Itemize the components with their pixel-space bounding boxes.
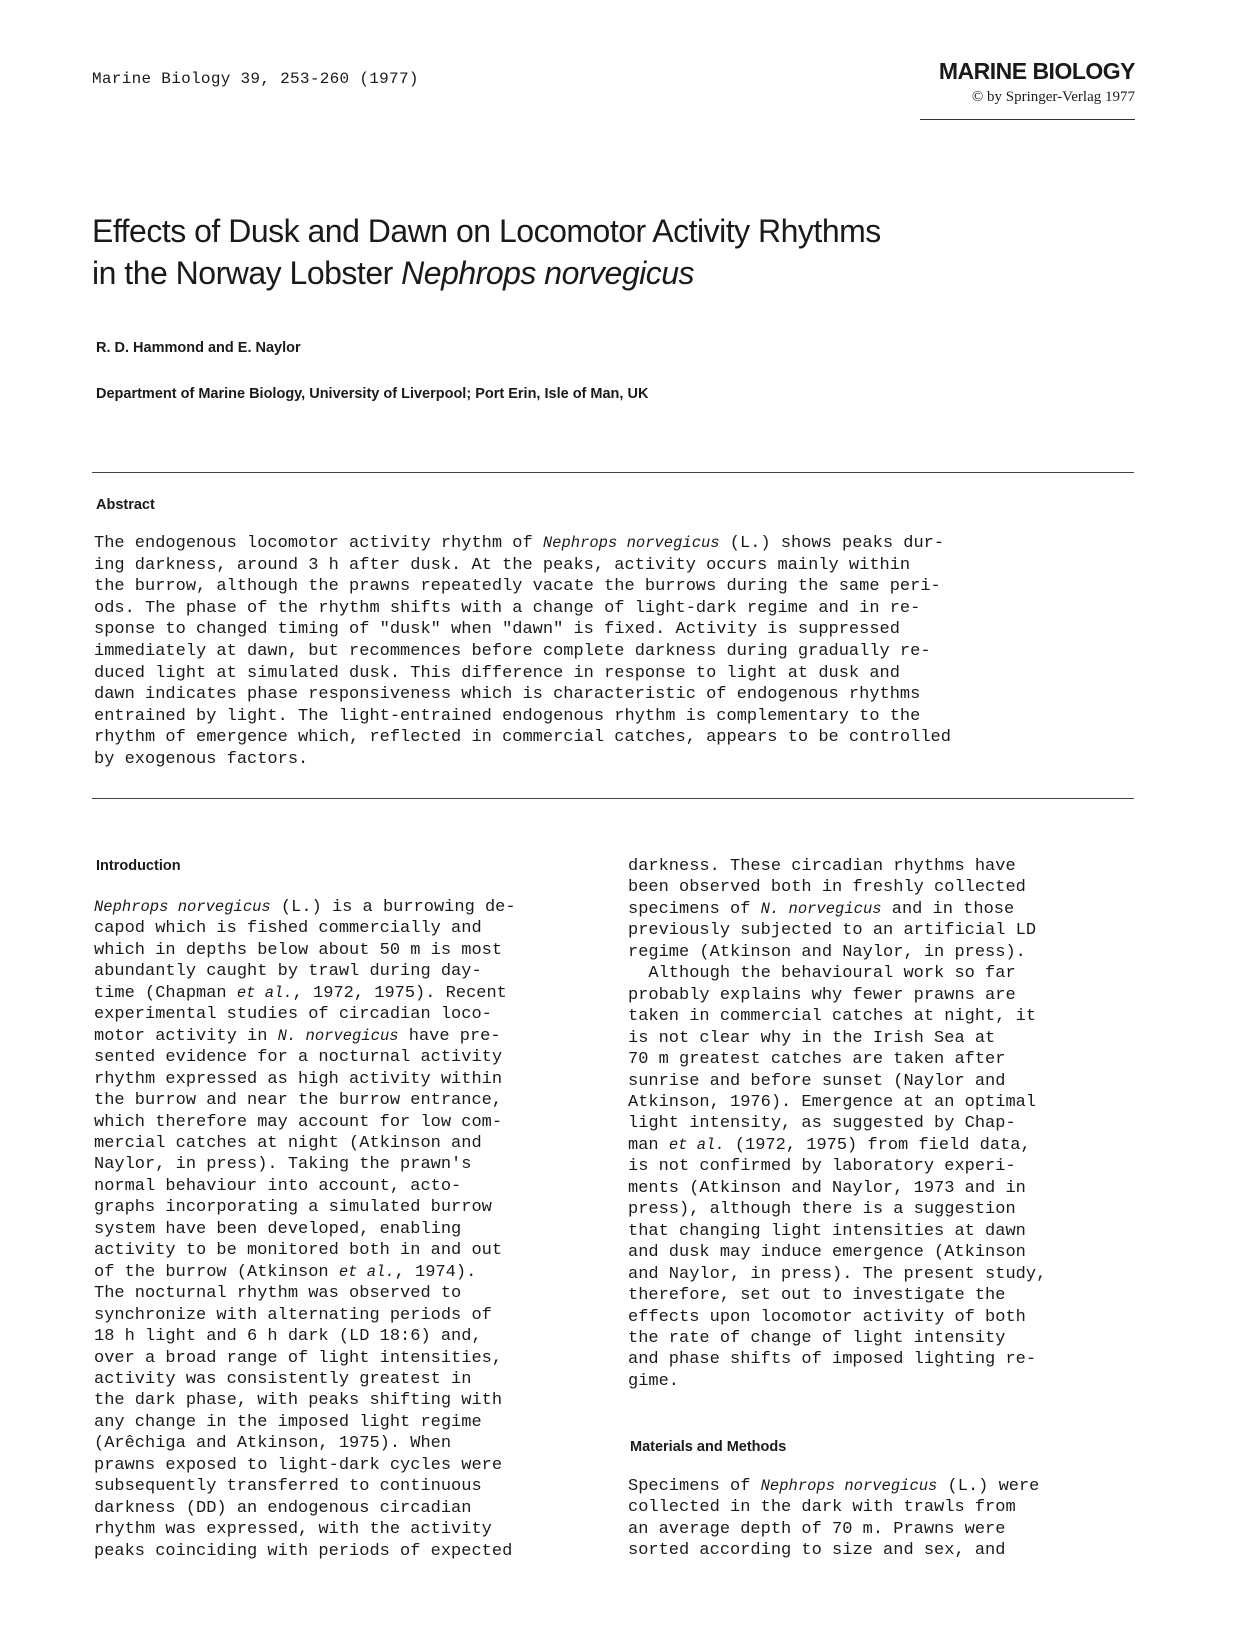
masthead-divider [920, 119, 1135, 120]
species-name: Nephrops norvegicus [94, 898, 271, 916]
abstract-text-part: The endogenous locomotor activity rhythm of [94, 534, 543, 553]
copyright: © by Springer-Verlag 1977 [971, 89, 1135, 105]
et-al: et al. [236, 983, 293, 1002]
body-text: capod which is fished commercially and which in depths below about 50 m is most abundantly caught by trawl during day- time (Chapman [94, 919, 503, 1003]
abstract-species: Nephrops norvegicus [542, 534, 720, 552]
title-line-1: Effects of Dusk and Dawn on Locomotor Activity Rhythms [92, 213, 881, 249]
citation: Marine Biology 39, 253-260 (1977) [92, 70, 419, 88]
et-al: et al. [668, 1135, 725, 1154]
title-line-2: in the Norway Lobster [92, 255, 402, 291]
title-species: Nephrops norvegicus [401, 255, 695, 291]
body-text: have pre- sented evidence for a nocturnal activity rhythm expressed as high activity within the burrow and near the burrow entrance, which therefore may account for low com- mercial catches at night (Atkinson and Naylor, in press). Taking the prawn's normal behaviour into account, acto- graphs incorporating a simulated burrow system have been developed, enabling activity to be monitored both in and out of the burrow (Atkinson [94, 1026, 503, 1282]
methods-heading: Materials and Methods [630, 1439, 787, 1455]
introduction-left-column [94, 897, 516, 1562]
body-text: Specimens of [628, 1477, 761, 1496]
body-text: and in those previously subjected to an artificial LD regime (Atkinson and Naylor, in press). Although the behavioural work so far probably explains why fewer prawns are taken in commercial catches at night, it is not clear why in the Irish Sea at 70 m greatest catches are taken after sunrise and before sunset (Naylor and Atkinson, 1976). Emergence at an optimal light intensity, as suggested by Chap- man [628, 899, 1037, 1155]
journal-name: MARINE BIOLOGY [938, 58, 1135, 84]
species-name: N. norvegicus [277, 1026, 399, 1045]
authors: R. D. Hammond and E. Naylor [96, 340, 301, 356]
journal-masthead [920, 58, 1135, 106]
species-name: N. norvegicus [760, 899, 882, 918]
introduction-right-column [628, 856, 1046, 1392]
body-text: , 1974). The nocturnal rhythm was observed to synchronize with alternating periods of 18 h light and 6 h dark (LD 18:6) and, over a broad range of light intensities, activity was consistently greatest in the dark phase, with peaks shifting with any change in the imposed light regime (Arêchiga and Atkinson, 1975). When prawns exposed to light-dark cycles were subsequently transferred to continuous darkness (DD) an endogenous circadian rhythm was expressed, with the activity peaks coinciding with periods of expected [94, 1262, 513, 1561]
methods-text [628, 1476, 1039, 1562]
species-name: Nephrops norvegicus [760, 1477, 938, 1495]
abstract-text-part: (L.) shows peaks dur- [719, 534, 945, 553]
abstract-bottom-divider [92, 798, 1134, 799]
abstract-top-divider [92, 472, 1134, 473]
body-text: darkness. These circadian rhythms have been observed both in freshly collected specimens of [628, 857, 1026, 919]
affiliation: Department of Marine Biology, University of Liverpool; Port Erin, Isle of Man, UK [96, 386, 649, 402]
body-text: (L.) were collected in the dark with trawls from an average depth of 70 m. Prawns were sorted according to size and sex, and [628, 1477, 1040, 1561]
body-text: , 1972, 1975). Recent experimental studies of circadian loco- motor activity in [94, 983, 507, 1046]
et-al: et al. [338, 1262, 395, 1281]
body-text: (1972, 1975) from field data, is not confirmed by laboratory experi- ments (Atkinson and Naylor, 1973 and in press), although there is a suggestion that changing light intensities at dawn and dusk may induce emergence (Atkinson and Naylor, in press). The present study, therefore, set out to investigate the effects upon locomotor activity of both the rate of change of light intensity and phase shifts of imposed lighting re- gime. [628, 1135, 1047, 1391]
abstract-text [94, 533, 1144, 771]
abstract-text-part: ing darkness, around 3 h after dusk. At the peaks, activity occurs mainly within the burrow, although the prawns repeatedly vacate the burrows during the same peri- ods. The phase of the rhythm shifts with a change of light-dark regime and in re- sponse to changed timing of "dusk" when "dawn" is fixed. Activity is suppressed immediately at dawn, but recommences before complete darkness during gradually re- duced light at simulated dusk. This difference in response to light at dusk and dawn indicates phase responsiveness which is characteristic of endogenous rhythms entrained by light. The light-entrained endogenous rhythm is complementary to the rhythm of emergence which, reflected in commercial catches, appears to be controlled by exogenous factors. [94, 555, 951, 769]
abstract-heading: Abstract [96, 497, 155, 513]
article-title [92, 210, 1142, 294]
body-text: (L.) is a burrowing de- [270, 898, 516, 917]
introduction-heading: Introduction [96, 858, 181, 874]
